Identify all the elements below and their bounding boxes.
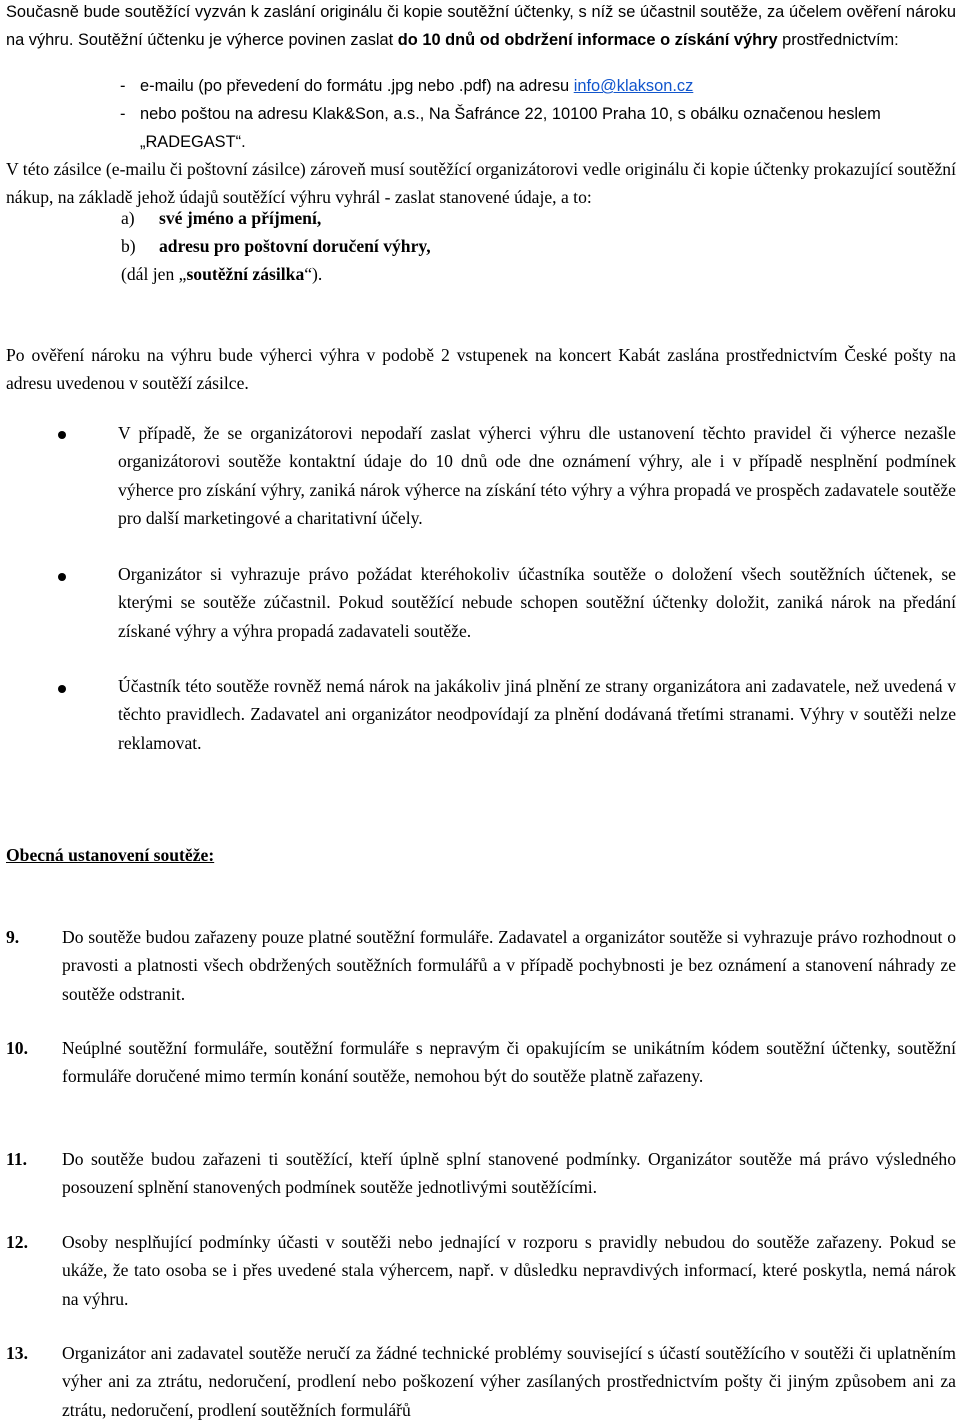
intro-text-start: Současně bude soutěžící vyzván k zaslání originálu či kopie soutěžní účtenky, s níž se účastnil soutěže, za účelem ověření nároku na výhru. Soutěžní účtenku je výherce povinen zaslat (6, 3, 956, 49)
item-b-marker: b) (121, 236, 136, 256)
channel-email (120, 72, 956, 100)
bullet-item: Organizátor si vyhrazuje právo požádat kteréhokoliv účastníka soutěže o doložení všech soutěžních účtenek, se kterými se soutěže zúčastnil. Pokud soutěžící nebude schopen soutěžní účtenky doložit, zaniká nárok na předání získané výhry a výhra propadá zadavateli soutěže. (118, 564, 956, 641)
bullet-item: Účastník této soutěže rovněž nemá nárok na jakákoliv jiná plnění ze strany organizátora ani zadavatele, než uvedená v těchto pravidlech. Zadavatel ani organizátor neodpovídají za plnění dodávaná třetími stranami. Výhry v soutěži nelze reklamovat. (118, 676, 956, 753)
bullet-item: V případě, že se organizátorovi nepodaří zaslat výherci výhru dle ustanovení těchto pravidel či výherce nezašle organizátorovi soutěže kontaktní údaje do 10 dnů ode dne oznámení výhry, ale i v případě nesplnění podmínek výherce pro získání výhry, zaniká nárok výherce na získání této výhry a výhra propadá ve prospěch zadavatele soutěže pro další marketingové a charitativní účely. (118, 423, 956, 528)
item-b (121, 232, 951, 260)
rule-number: 13. (6, 1343, 28, 1363)
rule-text: Osoby nesplňující podmínky účasti v soutěži nebo jednající v rozporu s pravidly nebudou do soutěže zařazeny. Pokud se ukáže, že tato osoba se i přes uvedené stala výhercem, např. v důsledku nepravdivých informací, které poskytla, nemá nárok na výhru. (62, 1232, 956, 1309)
item-a-marker: a) (121, 208, 135, 228)
item-c-suffix: “). (304, 264, 323, 284)
bullet-marker (58, 573, 66, 581)
intro-paragraph (6, 0, 956, 54)
rule-text: Organizátor ani zadavatel soutěže neručí za žádné technické problémy související s účastí soutěžícího v soutěži či uplatněním výher ani za ztrátu, nedoručení, prodlení nebo poškození výher zasílaných prostřednictvím pošty či jiným způsobem ani za ztrátu, nedoručení, prodlení soutěžních formulářů (62, 1343, 956, 1420)
item-a (121, 204, 951, 232)
dash-marker: - (120, 77, 126, 95)
item-c-bold: soutěžní zásilka (186, 264, 305, 284)
item-c (121, 260, 951, 288)
email-link[interactable]: info@klakson.cz (573, 77, 694, 95)
rule-number: 11. (6, 1149, 28, 1169)
item-a-text: své jméno a příjmení, (159, 208, 322, 228)
section-heading: Obecná ustanovení soutěže: (6, 845, 215, 865)
bullet-marker (58, 685, 66, 693)
item-c-prefix: (dál jen „ (121, 264, 187, 284)
rule-text: Do soutěže budou zařazeny pouze platné soutěžní formuláře. Zadavatel a organizátor soutěže si vyhrazuje právo rozhodnout o pravosti a platnosti všech obdržených soutěžních formulářů a v případě pochybnosti je bez oznámení a stanovení náhrady ze soutěže odstranit. (62, 927, 956, 1004)
rule-number: 10. (6, 1038, 28, 1058)
channel-post-text: nebo poštou na adresu Klak&Son, a.s., Na Šafránce 22, 10100 Praha 10, s obálku označenou heslem „RADEGAST“. (140, 105, 881, 151)
deadline-text: do 10 dnů od obdržení informace o získání výhry (397, 31, 778, 49)
intro-text-end: prostřednictvím: (777, 31, 899, 49)
dash-marker: - (120, 105, 126, 123)
rule-number: 12. (6, 1232, 28, 1252)
item-b-text: adresu pro poštovní doručení výhry, (159, 236, 431, 256)
channel-email-text: e-mailu (po převedení do formátu .jpg nebo .pdf) na adresu (140, 77, 574, 95)
bullet-marker (58, 431, 66, 439)
requirement-paragraph: V této zásilce (e-mailu či poštovní zásilce) zároveň musí soutěžící organizátorovi vedle originálu či kopie účtenky prokazující soutěžní nákup, na základě jehož údajů soutěžící výhru vyhrál - zaslat stanovené údaje, a to: (6, 159, 956, 207)
rule-text: Neúplné soutěžní formuláře, soutěžní formuláře s nepravým či opakujícím se unikátním kódem soutěžní účtenky, soutěžní formuláře doručené mimo termín konání soutěže, nemohou být do soutěže platně zařazeny. (62, 1038, 956, 1087)
delivery-paragraph: Po ověření nároku na výhru bude výherci výhra v podobě 2 vstupenek na koncert Kabát zaslána prostřednictvím České pošty na adresu uvedenou v soutěží zásilce. (6, 345, 956, 393)
rule-text: Do soutěže budou zařazeni ti soutěžící, kteří úplně splní stanovené podmínky. Organizátor soutěže má právo výsledného posouzení splnění stanovených podmínek soutěže jednotlivými soutěžícími. (62, 1149, 956, 1198)
rule-number: 9. (6, 927, 20, 947)
channel-post (120, 100, 956, 156)
